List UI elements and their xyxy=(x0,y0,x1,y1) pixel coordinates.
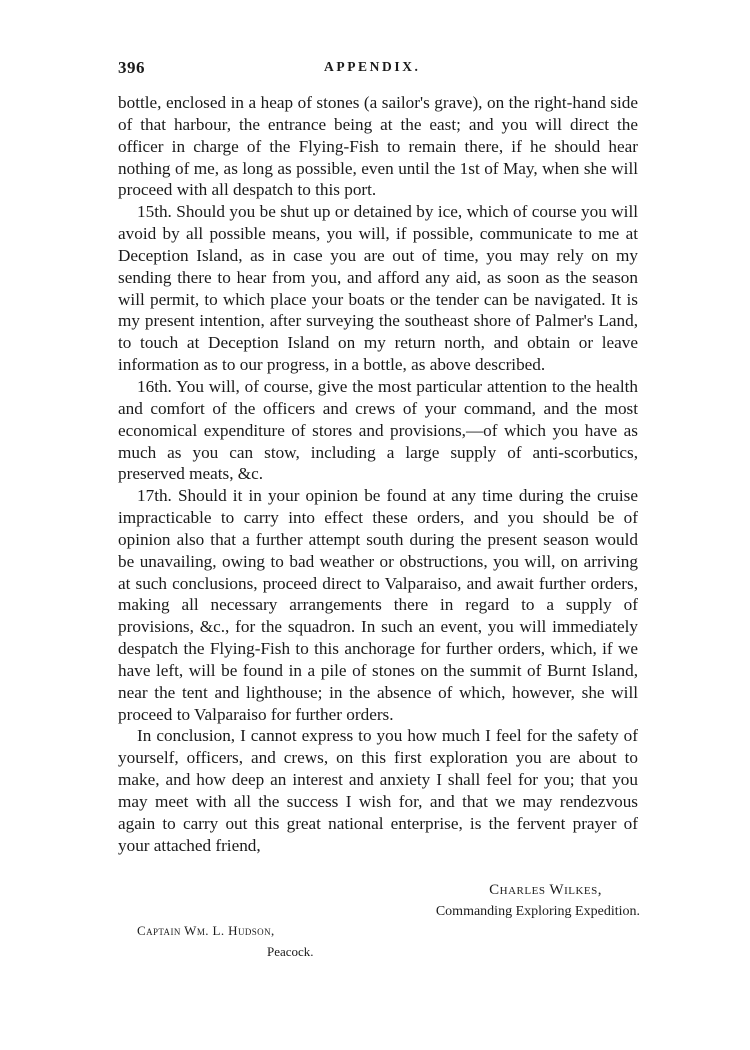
signature-title: Commanding Exploring Expedition. xyxy=(435,904,640,919)
running-head: APPENDIX. xyxy=(324,59,421,74)
signature-name: Charles Wilkes, xyxy=(489,882,602,898)
paragraph-17th: 17th. Should it in your opinion be found at any time during the cruise impracticable to carry into effect these orders, and you should be of opinion also that a further attempt south during the present season would be unavailing, owing to bad weather or obstructions, you will, on arriving at such conclusions, proceed direct to Valparaiso, and await further orders, making all necessary arrangements there in regard to a supply of provisions, &c., for the squadron. In such an event, you will immediately despatch the Flying-Fish to this anchorage for further orders, which, if we have left, will be found in a pile of stones on the summit of Burnt Island, near the tent and lighthouse; in the absence of which, however, she will proceed to Valparaiso for further orders. xyxy=(118,486,638,724)
paragraph-16th: 16th. You will, of course, give the most particular attention to the health and comfort of the officers and crews of your command, and the most economical expenditure of stores and provisions,—of which you have as much as you can stow, including a large supply of anti-scorbutics, preserved meats, &c. xyxy=(118,376,638,484)
addressee-ship: Peacock. xyxy=(267,944,314,959)
paragraph-15th: 15th. Should you be shut up or detained by ice, which of course you will avoid by all possible means, you will, if possible, communicate to me at Deception Island, as in case you are out of time, you may rely on my sending there to hear from you, and afford any aid, as soon as the season will permit, to which place your boats or the tender can be navigated. It is my present intention, after surveying the southeast shore of Palmer's Land, to touch at Deception Island on my return north, and obtain or leave information as to our progress, in a bottle, as above described. xyxy=(118,202,638,375)
addressee-block xyxy=(137,920,314,962)
body-text xyxy=(118,92,638,857)
page-header xyxy=(118,58,638,82)
page-number: 396 xyxy=(118,58,145,77)
signature-block xyxy=(436,880,640,922)
paragraph-conclusion: In conclusion, I cannot express to you how much I feel for the safety of yourself, officers, and crews, on this first exploration you are about to make, and how deep an interest and anxiety I shall feel for you; that you may meet with all the success I wish for, and that we may rendezvous again to carry out this great national enterprise, is the fervent prayer of your attached friend, xyxy=(118,726,638,855)
addressee-name: Captain Wm. L. Hudson, xyxy=(137,923,275,938)
paragraph-continuation: bottle, enclosed in a heap of stones (a sailor's grave), on the right-hand side of that harbour, the entrance being at the east; and you will direct the officer in charge of the Flying-Fish to remain there, if he should hear nothing of me, as long as possible, even until the 1st of May, when she will proceed with all despatch to this port. xyxy=(118,93,638,200)
